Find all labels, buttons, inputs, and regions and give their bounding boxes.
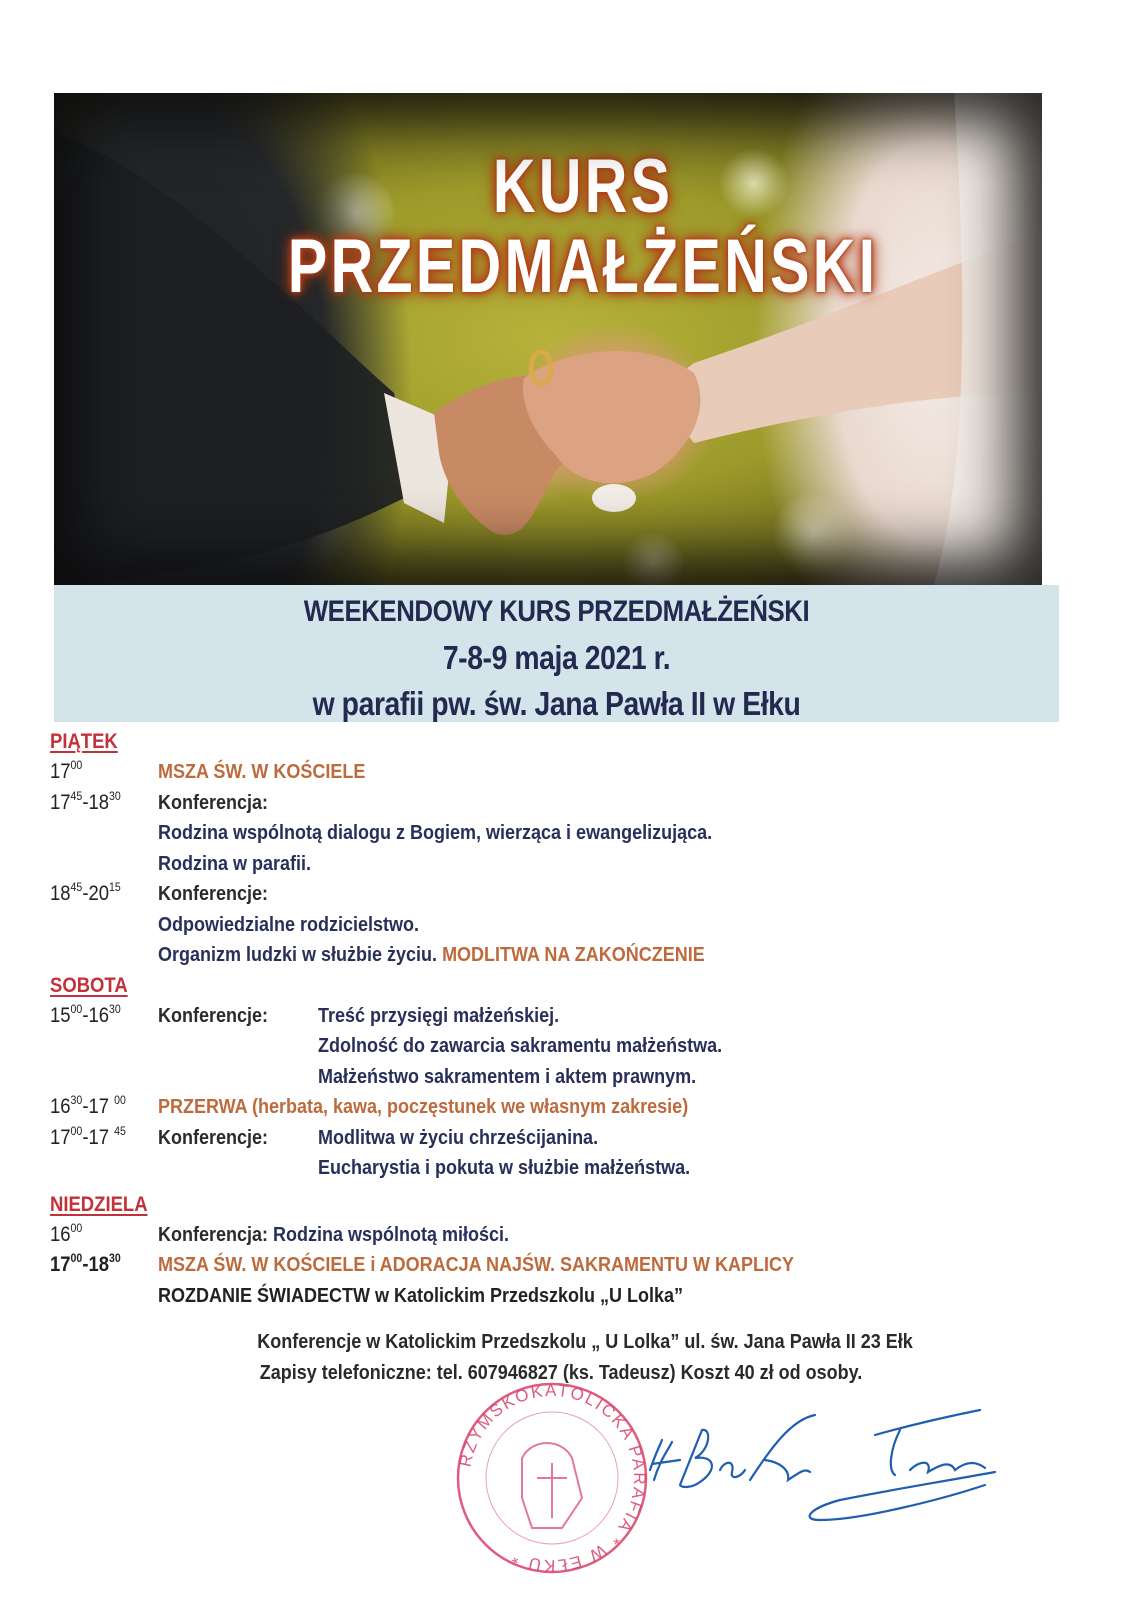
schedule-row <box>50 1001 1050 1032</box>
time: $17^{45}-18^{30}$ <box>50 788 121 814</box>
footer-venue: Konferencje w Katolickim Przedszkolu „ U Lolka” ul. św. Jana Pawła II 23 Ełk <box>257 1331 913 1353</box>
schedule-row <box>50 849 1050 880</box>
time: $16^{00}$ <box>50 1220 83 1246</box>
schedule-row <box>50 1250 1050 1281</box>
event-location: w parafii pw. św. Jana Pawła II w Ełku <box>312 685 801 722</box>
topic: Zdolność do zawarcia sakramentu małżeństwa. <box>318 1035 723 1057</box>
certificates: ROZDANIE ŚWIADECTW w Katolickim Przedszkolu „U Lolka” <box>158 1284 684 1307</box>
topic: Odpowiedzialne rodzicielstwo. <box>158 913 420 936</box>
schedule-row <box>50 757 1050 788</box>
conference-label: Konferencja: <box>158 791 269 814</box>
time: $17^{00}$ <box>50 758 83 783</box>
hero-image <box>54 93 1042 585</box>
schedule <box>50 727 1050 1311</box>
schedule-row <box>50 788 1050 819</box>
conference-label: Konferencje: <box>158 1004 269 1027</box>
topic: Rodzina wspólnotą dialogu z Bogiem, wierząca i ewangelizująca. <box>158 822 713 844</box>
schedule-row <box>50 1062 1050 1093</box>
schedule-row <box>50 1123 1050 1154</box>
event-title: WEEKENDOWY KURS PRZEDMAŁŻEŃSKI <box>303 595 810 628</box>
conference-label: Konferencje: <box>158 883 269 905</box>
conference-label: Konferencje: <box>158 1126 269 1149</box>
schedule-row <box>50 1031 1050 1062</box>
topic: Małżeństwo sakramentem i aktem prawnym. <box>318 1065 697 1088</box>
schedule-row <box>50 879 1050 910</box>
time: $15^{00}-16^{30}$ <box>50 1001 121 1027</box>
time: $17^{00}-17$ $^{45}$ <box>50 1123 126 1149</box>
hero-title-line2: PRZEDMAŁŻEŃSKI <box>287 224 879 309</box>
schedule-row <box>50 910 1050 941</box>
schedule-row <box>50 940 1050 971</box>
time: $17^{00}-18^{30}$ <box>50 1251 121 1276</box>
topic: Konferencja: Rodzina wspólnotą miłości. <box>158 1223 510 1246</box>
schedule-row <box>50 818 1050 849</box>
svg-text:RZYMSKOKATOLICKA PARAFIA * W E: RZYMSKOKATOLICKA PARAFIA * W EŁKU * <box>455 1380 650 1576</box>
break: PRZERWA (herbata, kawa, poczęstunek we własnym zakresie) <box>158 1096 689 1118</box>
hero-title-line1: KURS <box>492 144 674 229</box>
topic: Eucharystia i pokuta w służbie małżeństwa. <box>318 1157 691 1179</box>
day-heading-friday: PIĄTEK <box>50 730 118 753</box>
time: $18^{45}-20^{15}$ <box>50 880 121 905</box>
time: $16^{30}-17$ $^{00}$ <box>50 1093 126 1118</box>
topic: Treść przysięgi małżeńskiej. <box>318 1004 560 1027</box>
closing-prayer: MODLITWA NA ZAKOŃCZENIE <box>442 944 705 966</box>
footer-registration: Zapisy telefoniczne: tel. 607946827 (ks. Tadeusz) Koszt 40 zł od osoby. <box>259 1362 863 1384</box>
event-mass: MSZA ŚW. W KOŚCIELE <box>158 761 366 783</box>
schedule-row <box>50 1281 1050 1312</box>
signature-icon <box>640 1400 1000 1530</box>
topic: Organizm ludzki w służbie życiu. MODLITWA NA ZAKOŃCZENIE <box>158 944 705 966</box>
day-heading-saturday: SOBOTA <box>50 973 128 997</box>
topic: Modlitwa w życiu chrześcijanina. <box>318 1126 599 1149</box>
schedule-row <box>50 1220 1050 1251</box>
schedule-row <box>50 1092 1050 1123</box>
parish-stamp-icon <box>452 1378 652 1578</box>
event-dates: 7-8-9 maja 2021 r. <box>442 639 671 676</box>
topic: Rodzina w parafii. <box>158 852 312 875</box>
event-info-band <box>54 585 1059 722</box>
day-heading-sunday: NIEDZIELA <box>50 1192 148 1216</box>
schedule-row <box>50 1153 1050 1184</box>
event-mass-adoration: MSZA ŚW. W KOŚCIELE i ADORACJA NAJŚW. SAKRAMENTU W KAPLICY <box>158 1254 795 1276</box>
